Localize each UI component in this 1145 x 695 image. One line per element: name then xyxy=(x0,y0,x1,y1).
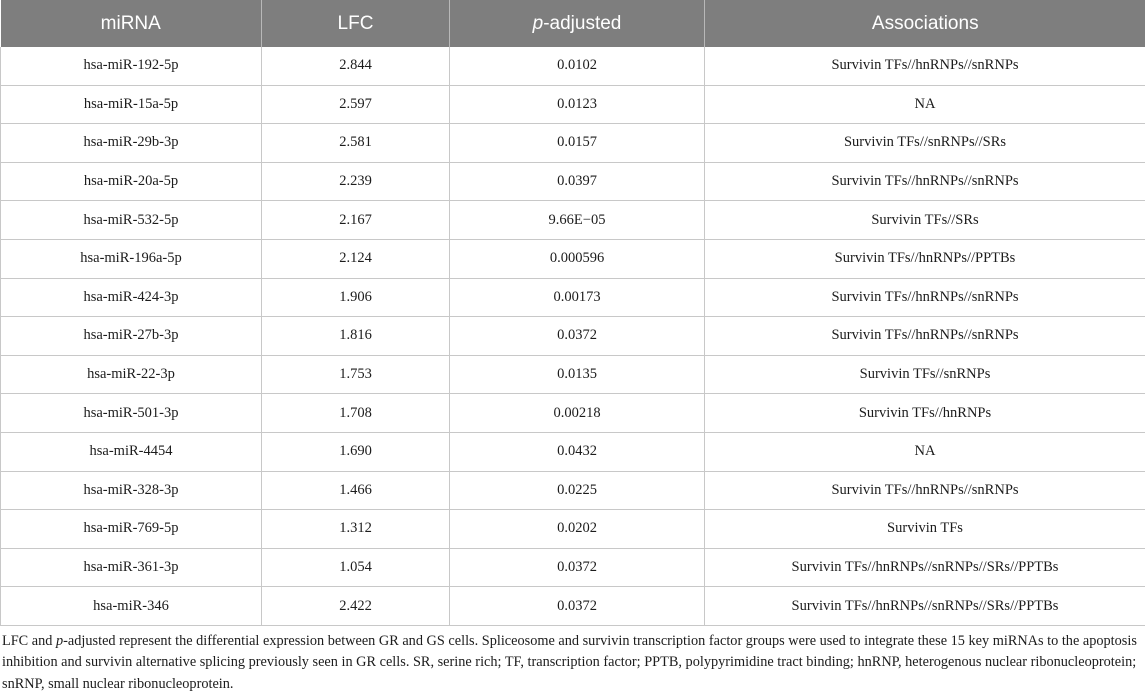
cell-lfc: 1.466 xyxy=(262,471,450,510)
header-lfc xyxy=(262,0,450,47)
table-caption xyxy=(0,626,1145,695)
cell-associations: Survivin TFs//SRs xyxy=(705,201,1145,240)
table-row xyxy=(1,471,1145,510)
cell-mirna: hsa-miR-196a-5p xyxy=(1,239,262,278)
cell-mirna: hsa-miR-29b-3p xyxy=(1,124,262,163)
cell-mirna: hsa-miR-328-3p xyxy=(1,471,262,510)
cell-p-adjusted: 0.0372 xyxy=(450,317,705,356)
cell-lfc: 2.597 xyxy=(262,85,450,124)
table-row xyxy=(1,548,1145,587)
cell-lfc: 2.167 xyxy=(262,201,450,240)
cell-p-adjusted: 0.0102 xyxy=(450,47,705,85)
cell-associations: Survivin TFs//hnRNPs//snRNPs xyxy=(705,47,1145,85)
cell-p-adjusted: 0.0157 xyxy=(450,124,705,163)
table-row xyxy=(1,47,1145,85)
table-row xyxy=(1,432,1145,471)
cell-lfc: 1.816 xyxy=(262,317,450,356)
header-label: LFC xyxy=(338,13,374,34)
header-associations xyxy=(705,0,1145,47)
table-body xyxy=(1,47,1145,625)
table-row xyxy=(1,201,1145,240)
cell-p-adjusted: 0.0372 xyxy=(450,548,705,587)
cell-lfc: 2.581 xyxy=(262,124,450,163)
cell-mirna: hsa-miR-4454 xyxy=(1,432,262,471)
header-label: miRNA xyxy=(101,13,161,34)
cell-associations: Survivin TFs//hnRNPs//PPTBs xyxy=(705,239,1145,278)
cell-p-adjusted: 0.0372 xyxy=(450,587,705,626)
cell-associations: Survivin TFs//snRNPs//SRs xyxy=(705,124,1145,163)
cell-associations: Survivin TFs//hnRNPs//snRNPs xyxy=(705,317,1145,356)
caption-part1: LFC and xyxy=(2,633,56,649)
cell-p-adjusted: 0.00173 xyxy=(450,278,705,317)
cell-lfc: 2.844 xyxy=(262,47,450,85)
cell-lfc: 1.906 xyxy=(262,278,450,317)
table-header xyxy=(1,0,1145,47)
cell-mirna: hsa-miR-769-5p xyxy=(1,510,262,549)
caption-italic-p: p xyxy=(56,633,63,649)
table-row xyxy=(1,510,1145,549)
cell-lfc: 2.422 xyxy=(262,587,450,626)
cell-associations: NA xyxy=(705,432,1145,471)
cell-p-adjusted: 0.0432 xyxy=(450,432,705,471)
cell-associations: Survivin TFs//hnRNPs//snRNPs xyxy=(705,278,1145,317)
cell-p-adjusted: 0.00218 xyxy=(450,394,705,433)
cell-lfc: 2.124 xyxy=(262,239,450,278)
cell-associations: Survivin TFs//hnRNPs//snRNPs//SRs//PPTBs xyxy=(705,548,1145,587)
cell-p-adjusted: 0.000596 xyxy=(450,239,705,278)
cell-mirna: hsa-miR-501-3p xyxy=(1,394,262,433)
cell-mirna: hsa-miR-22-3p xyxy=(1,355,262,394)
cell-lfc: 1.708 xyxy=(262,394,450,433)
cell-mirna: hsa-miR-20a-5p xyxy=(1,162,262,201)
table-row xyxy=(1,239,1145,278)
header-p-adjusted xyxy=(450,0,705,47)
table-row xyxy=(1,278,1145,317)
cell-associations: Survivin TFs//hnRNPs//snRNPs xyxy=(705,162,1145,201)
table-row xyxy=(1,162,1145,201)
cell-lfc: 1.054 xyxy=(262,548,450,587)
cell-mirna: hsa-miR-27b-3p xyxy=(1,317,262,356)
header-row xyxy=(1,0,1145,47)
cell-mirna: hsa-miR-424-3p xyxy=(1,278,262,317)
cell-mirna: hsa-miR-361-3p xyxy=(1,548,262,587)
caption-part3: -adjusted represent the differential expression between GR and GS cells. Spliceosome and survivin transcription factor groups were used to integrate these 15 key miRNAs to the apoptosis inhibition and survivin alternative splicing previously seen in GR cells. SR, serine rich; TF, transcription factor; PPTB, polypyrimidine tract binding; hnRNP, heterogenous nuclear ribonucleoprotein; snRNP, small nuclear ribonucleoprotein. xyxy=(2,633,1137,692)
table-row xyxy=(1,85,1145,124)
header-italic-p: p xyxy=(533,13,544,34)
table-row xyxy=(1,317,1145,356)
cell-mirna: hsa-miR-346 xyxy=(1,587,262,626)
cell-p-adjusted: 0.0202 xyxy=(450,510,705,549)
table-row xyxy=(1,394,1145,433)
cell-p-adjusted: 0.0135 xyxy=(450,355,705,394)
cell-mirna: hsa-miR-15a-5p xyxy=(1,85,262,124)
table-row xyxy=(1,124,1145,163)
cell-associations: Survivin TFs//snRNPs xyxy=(705,355,1145,394)
cell-lfc: 2.239 xyxy=(262,162,450,201)
cell-lfc: 1.690 xyxy=(262,432,450,471)
header-label: -adjusted xyxy=(543,13,621,34)
cell-mirna: hsa-miR-532-5p xyxy=(1,201,262,240)
cell-associations: Survivin TFs xyxy=(705,510,1145,549)
cell-associations: Survivin TFs//hnRNPs xyxy=(705,394,1145,433)
cell-associations: Survivin TFs//hnRNPs//snRNPs//SRs//PPTBs xyxy=(705,587,1145,626)
table-row xyxy=(1,355,1145,394)
cell-p-adjusted: 9.66E−05 xyxy=(450,201,705,240)
cell-associations: NA xyxy=(705,85,1145,124)
cell-lfc: 1.753 xyxy=(262,355,450,394)
cell-p-adjusted: 0.0397 xyxy=(450,162,705,201)
table-row xyxy=(1,587,1145,626)
cell-associations: Survivin TFs//hnRNPs//snRNPs xyxy=(705,471,1145,510)
header-label: Associations xyxy=(872,13,979,34)
cell-lfc: 1.312 xyxy=(262,510,450,549)
cell-p-adjusted: 0.0225 xyxy=(450,471,705,510)
cell-mirna: hsa-miR-192-5p xyxy=(1,47,262,85)
header-mirna xyxy=(1,0,262,47)
cell-p-adjusted: 0.0123 xyxy=(450,85,705,124)
